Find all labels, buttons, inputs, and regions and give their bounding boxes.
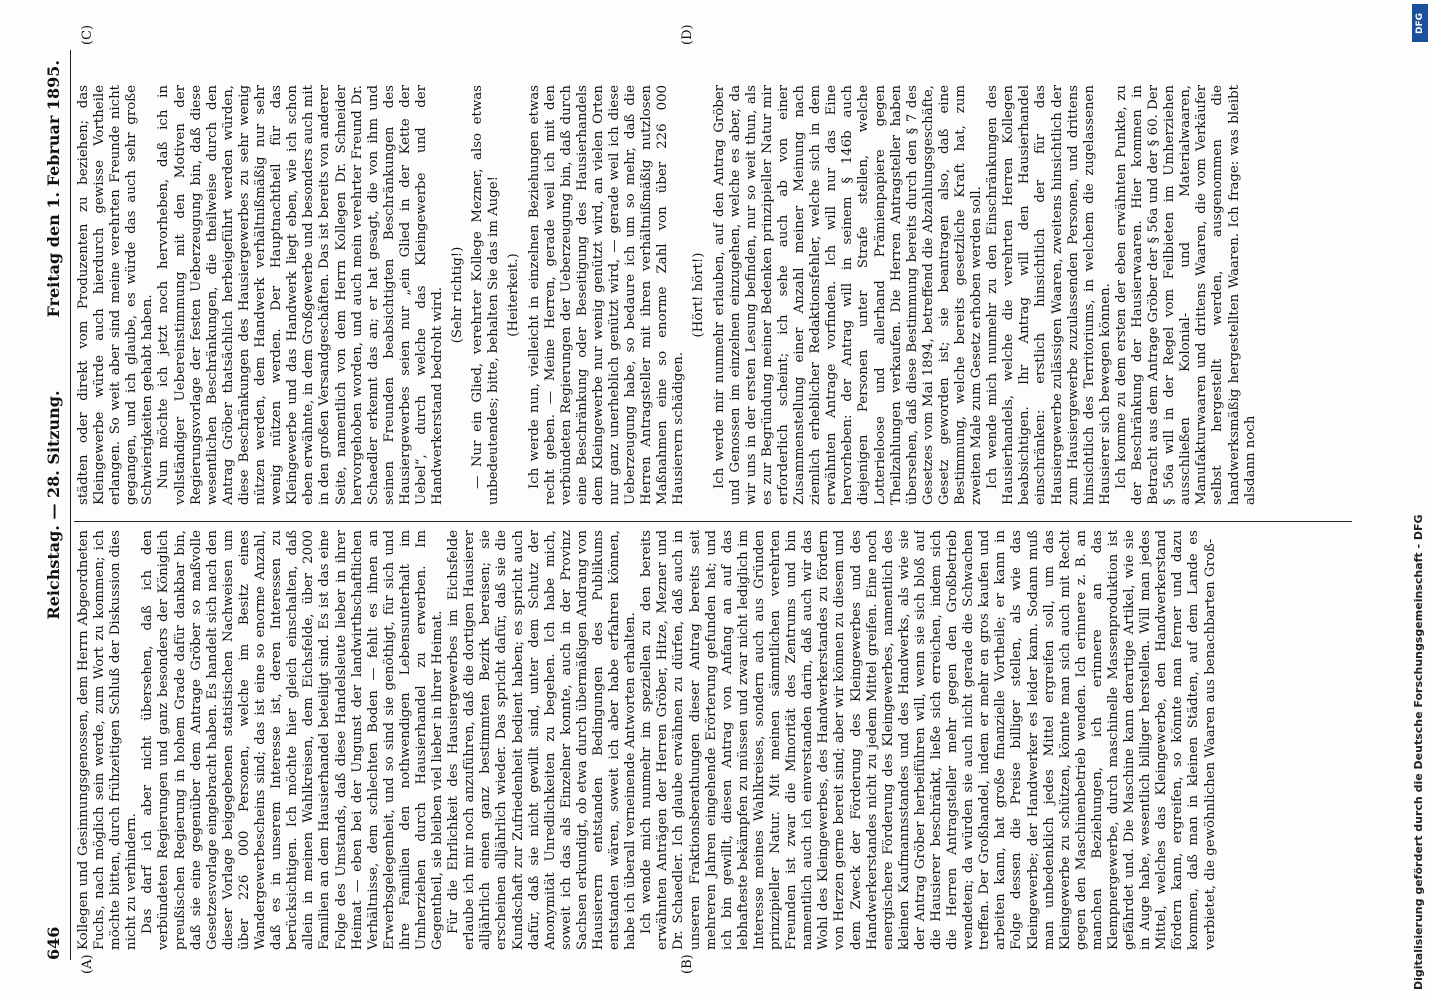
interjection: (Hört! hört!) (691, 252, 707, 338)
paragraph: städten oder direkt vom Produzenten zu beziehen; das Kleingewerbe würde auch hierdurch gewisse Vortheile erlangen. So weit aber sind meine verehrten Freunde nicht gegangen, und ich glaube, es würde das auch sehr große Schwierigkeiten gehabt haben. (76, 85, 156, 505)
interjection: (Heiterkeit.) (506, 253, 522, 337)
session-date: Freitag den 1. Februar 1895. (44, 60, 63, 318)
paragraph: — Nur ein Glied, verehrter Kollege Mezner, also etwas unbedeutendes; bitte, behalten Sie das im Auge! (470, 85, 502, 505)
paragraph: Ich werde nun, vielleicht in einzelnen Beziehungen etwas recht geben. — Meine Herren, gerade weil ich mit den verbündeten Regierungen der Ueberzeugung bin, daß durch eine Beschränkung oder Beseitigung des Hausierhandels dem Kleingewerbe nur wenig genützt wird, an vielen Orten nur ganz unerheblich genützt wird, — gerade weil ich diese Ueberzeugung habe, so bedaure ich um so mehr, daß die Herren Antragsteller mit ihren verhältnißmäßig nutzlosen Maßnahmen eine so enorme Zahl von über 226 000 Hausierern schädigen. (526, 85, 687, 505)
paragraph: Kollegen und Gesinnungsgenossen, dem Herrn Abgeordneten Fuchs, nach möglich sein werde, zum Wort zu kommen; ich möchte bitten, durch frühzeitigen Schluß der Diskussion dies nicht zu verhindern. (76, 530, 140, 950)
session-title: Reichstag. — 28. Sitzung. (44, 390, 63, 620)
margin-marker-a: (A) (80, 954, 95, 974)
page-header (40, 30, 70, 980)
header-rule (70, 50, 71, 960)
page-number: 646 (44, 926, 63, 960)
right-text-column (76, 85, 1351, 505)
left-text-column (76, 530, 1351, 950)
paragraph: Nun möchte ich jetzt noch hervorheben, daß ich in vollständiger Uebereinstimmung mit den Motiven der Regierungsvorlage der festen Ueberzeugung bin, daß diese wesentlichen Beschränkungen, die theilweise durch den Antrag Gröber thatsächlich herbeigeführt werden würden, diese Beschränkungen des Hausiergewerbes zu sehr wenig nützen werden, dem Handwerk verhältnißmäßig nur sehr wenig nützen werden. Der Hauptnachtheil für das Kleingewerbe und das Handwerk liegt eben, wie ich schon eben erwähnte, in dem Großgewerbe und besonders auch mit in den großen Versandgeschäften. Das ist bereits von anderer Seite, namentlich von dem Herrn Kollegen Dr. Schneider hervorgehoben worden, und auch mein verehrter Freund Dr. Schaedler erkennt das an; er hat gesagt, die von ihm und seinen Freunden beabsichtigten Beschränkungen des Hausiergewerbes seien nur „ein Glied in der Kette der Uebel“, durch welche das Kleingewerbe und der Handwerkerstand bedroht wird. (156, 85, 446, 505)
paragraph: Für die Ehrlichkeit des Hausiergewerbes im Eichsfelde erlaube ich mir noch anzuführen, daß die dortigen Hausierer alljährlich einen ganz bestimmten Bezirk bereisen; sie erscheinen alljährlich wieder. Das spricht dafür, daß sie die Kundschaft zur Zufriedenheit bedient haben; es spricht auch dafür, daß sie nicht gewillt sind, unter dem Schutz der Anonymität Unredlichkeiten zu begehen. Ich habe mich, soweit ich das als Einzelner konnte, auch in der Provinz Sachsen erkundigt, ob etwa durch übermäßigen Andrang von Hausierern entstanden Bedingungen des Publikums entstanden wären, soweit ich aber habe erfahren können, habe ich überall verneinende Antworten erhalten. (446, 530, 639, 950)
paragraph: Ich komme zu dem ersten der eben erwähnten Punkte, zu der Beschränkung der Hausierwaaren. Hier kommen in Betracht aus dem Antrage Gröber der § 56a und der § 60. Der § 56a will in der Regel vom Feilbieten im Umherziehen ausschließen Kolonial- und Materialwaaren, Manufakturwaaren und drittens Waaren, die vom Verkäufer selbst hergestellt werden, ausgenommen die handwerksmäßig hergestellten Waaren. Ich frage: was bleibt alsdann noch (1113, 85, 1258, 505)
paragraph: Das darf ich aber nicht übersehen, daß ich den verbündeten Regierungen und ganz besonders der Königlich preußischen Regierung in hohem Grade dafür dankbar bin, daß sie eine gegenüber dem Antrage Gröber so maßvolle Gesetzesvorlage eingebracht haben. Es handelt sich nach den dieser Vorlage beigegebenen statistischen Nachweisen um über 226 000 Personen, welche im Besitz eines Wandergewerbescheins sind; das ist eine so enorme Anzahl, daß es in unserem Interesse ist, deren Interessen zu berücksichtigen. Ich möchte hier gleich einschalten, daß allein in meinen Wahlkreisen, dem Eichsfelde, über 2000 Familien an dem Hausierhandel beteiligt sind. Es ist das eine Folge des Umstands, daß diese Handelsleute lieber in ihrer Heimat — eben bei der Ungunst der landwirthschaftlichen Verhältnisse, dem schlechten Boden — fehlt es ihnen an Erwerbsgelegenheit, und so sind sie genöthigt, für sich und ihre Familien den nothwendigen Lebensunterhalt im Umherziehen durch Hausierhandel zu erwerben. Im Gegentheil, sie bleiben viel lieber in ihrer Heimat. (140, 530, 446, 950)
funding-notice: Digitalisierung gefördert durch die Deutsche Forschungsgemeinschaft - DFG (1412, 514, 1425, 990)
rotated-page-content (40, 24, 1370, 980)
paragraph: Ich wende mich nunmehr im speziellen zu den bereits erwähnten Anträgen der Herren Gröber, Hitze, Mezner und Dr. Schaedler. Ich glaube erwähnen zu dürfen, daß auch in unseren Fraktionsberathungen dieser Antrag bereits seit mehreren Jahren eingehende Erörterung gefunden hat; und ich bin gewillt, diesen Antrag von Anfang an auf das lebhafteste bekämpfen zu müssen und zwar nicht lediglich im Interesse meines Wahlkreises, sondern auch aus Gründen prinzipieller Natur. Mit meinen sämmtlichen verehrten Freunden ist zwar die Minorität des Zentrums und bin namentlich auch ich einverstanden darin, daß auch wir das Wohl des Kleingewerbes, des Handwerkerstandes zu fördern von Herzen gerne bereit sind; aber wir können zu diesem und dem Zweck der Förderung des Kleingewerbes und des Handwerkerstandes nicht zu jedem Mittel greifen. Eine noch energischere Förderung des Kleingewerbes, namentlich des kleinen Kaufmannsstandes und des Handwerks, als wie sie der Antrag Gröber herbeiführen will, wenn sie sich bloß auf die Hausierer beschränkt, ließe sich erreichen, indem sich die Herren Antragsteller mehr gegen den Großbetrieb wendeten; da würden sie auch nicht gerade die Schwachen treffen. Der Großhandel, indem er mehr en gros kaufen und arbeiten kann, hat große finanzielle Vortheile; er kann in Folge dessen die Preise billiger stellen, als wie das Kleingewerbe; der Handwerker es leider kann. Sodann muß man unbedenklich jedes Mittel ergreifen soll, um das Kleingewerbe zu schützen, könnte man sich auch mit Recht gegen den Maschinenbetrieb wenden. Ich erinnere z. B. an manchen Beziehungen, ich erinnere an das Klempnergewerbe, durch maschinelle Massenproduktion ist gefährdet und. Die Maschine kann derartige Artikel, wie sie in Auge habe, wesentlich billiger herstellen. Will man jedes Mittel, welches das Kleingewerbe, den Handwerkerstand fördern kann, ergreifen, so könnte man ferner und dazu kommen, daß man in kleinen Städten, auf dem Lande es verbietet, die gewöhnlichen Waaren aus benachbarten Groß- (639, 530, 1218, 950)
column-divider (74, 521, 1352, 522)
dfg-logo: DFG (1412, 4, 1428, 42)
margin-marker-c: (C) (80, 24, 95, 45)
margin-marker-b: (B) (680, 954, 695, 974)
paragraph: Ich werde mir nunmehr erlauben, auf den Antrag Gröber und Genossen im einzelnen einzugehen, welche es aber, da wir uns in der ersten Lesung befinden, nur so weit thun, als es zur Begründung meiner Bedenken prinzipieller Natur mir erforderlich scheint; ich sehe auch ab von einer Zusammenstellung einer Anzahl meiner Meinung nach ziemlich erheblicher Redaktionsfehler, welche sich in dem erwähnten Antrage vorfinden. Ich will nur das Eine hervorheben: der Antrag will in seinem § 146b auch diejenigen Personen unter Strafe stellen, welche Lotterieloose und allerhand Prämienpapiere gegen Theilzahlungen verkaufen. Die Herren Antragsteller haben übersehen, daß diese Bestimmung bereits durch den § 7 des Gesetzes vom Mai 1894, betreffend die Abzahlungsgeschäfte, Gesetz geworden ist; sie beantragen also, daß eine Bestimmung, welche bereits gesetzliche Kraft hat, zum zweiten Male zum Gesetz erhoben werden soll. (711, 85, 985, 505)
margin-marker-d: (D) (680, 24, 695, 45)
interjection: (Sehr richtig!) (450, 246, 466, 344)
paragraph: Ich wende mich nunmehr zu den Einschränkungen des Hausierhandels, welche die verehrten Herren Kollegen beabsichtigen. Ihr Antrag will den Hausierhandel einschränken: erstlich hinsichtlich der für das Hausiergewerbe zulässigen Waaren, zweitens hinsichtlich der zum Hausiergewerbe zuzulassenden Personen, und drittens hinsichtlich des Territoriums, in welchem die zugelassenen Hausierer sich bewegen können. (985, 85, 1113, 505)
